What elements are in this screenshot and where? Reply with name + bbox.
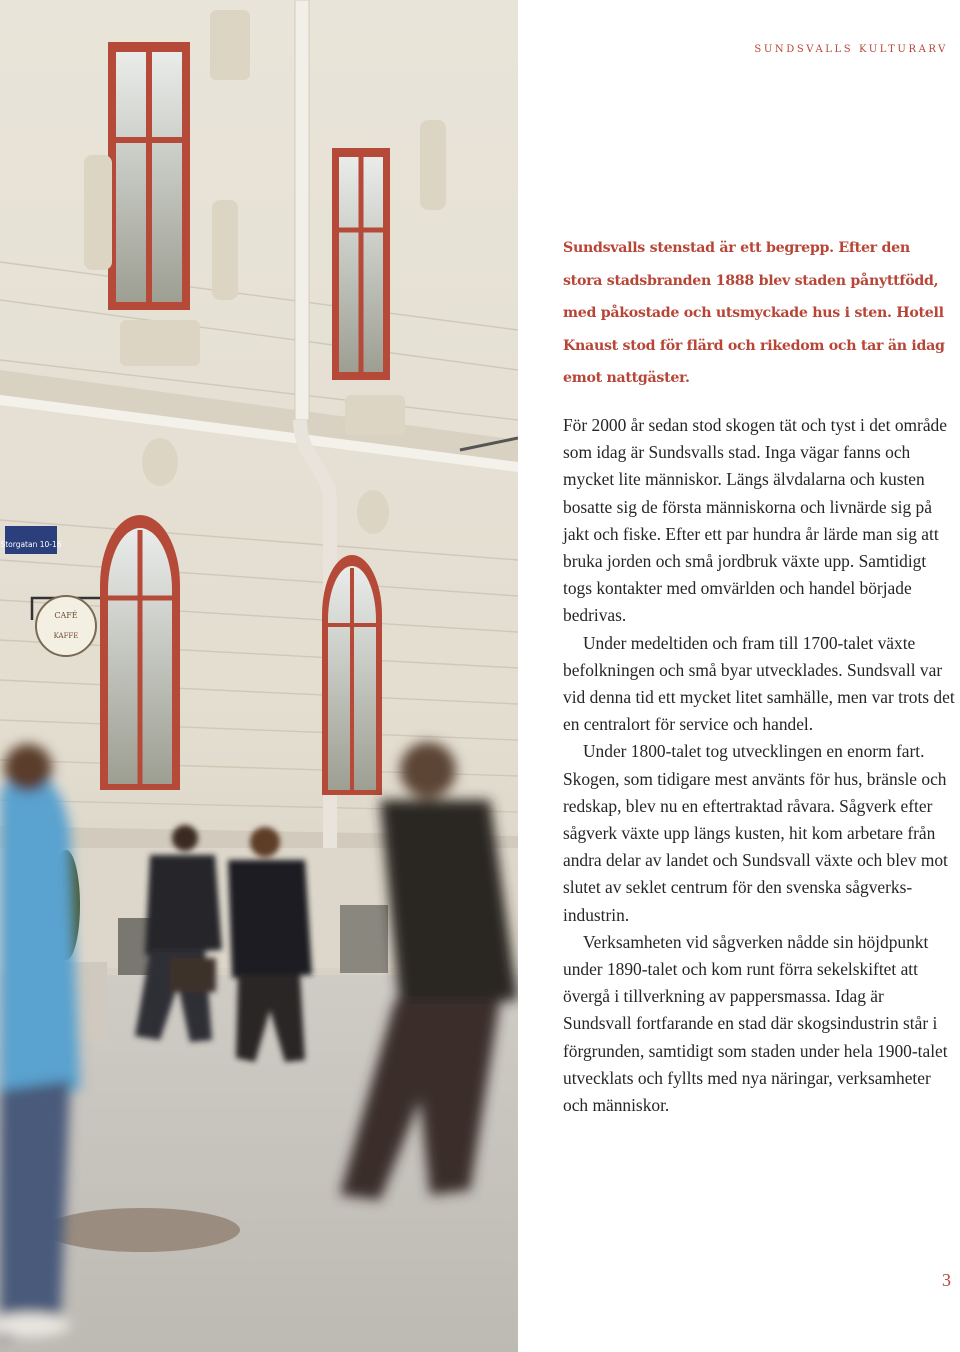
street-sign — [0, 526, 61, 554]
arched-window-left — [100, 515, 180, 790]
body-paragraph-2: Under medeltiden och fram till 1700-talet växte befolkningen och små byar utvecklades. Sundsvall var vid denna tid ett mycket litet samhälle, men var trots det en centralort för service och handel. — [563, 632, 955, 735]
cafe-sign-bottom: KAFFE — [53, 632, 79, 640]
arched-window-right — [322, 555, 382, 795]
body-text — [563, 412, 955, 1119]
body-paragraph-1: För 2000 år sedan stod skogen tät och tyst i det område som idag är Sundsvalls stad. Inga vägar fanns och mycket lite människor. Längs älvdalarna och kusten bosatte sig de första människorna och livnärde sig på jakt och fiske. Efter ett par hundra år lärde man sig att bruka jorden och små jordbruk växte upp. Samtidigt togs kontakter med omvärlden och handel började bedrivas. — [563, 415, 947, 626]
body-paragraph-3: Under 1800-talet tog utvecklingen en enorm fart. Skogen, som tidigare mest använts för hus, bränsle och redskap, blev nu en eftertraktad råvara. Sågverk efter sågverk växte upp längs kusten, hit kom arbetare från andra delar av landet och Sundsvall växte och blev mot slutet av seklet centrum för den svenska sågverksindustrin. — [563, 741, 948, 925]
page-number: 3 — [942, 1270, 951, 1290]
street-sign-text: Storgatan 10-16 — [0, 540, 62, 549]
upper-window-left — [108, 42, 190, 310]
facade-lines — [0, 262, 518, 812]
cafe-sign-top: CAFÉ — [54, 611, 78, 620]
intro-paragraph: Sundsvalls stenstad är ett begrepp. Efter den stora stadsbranden 1888 blev staden pånyttfödd, med påkostade och utsmyckade hus i sten. Hotell Knaust stod för flärd och rikedom och tar än idag emot nattgäster. — [563, 240, 945, 386]
body-paragraph-4: Verksamheten vid sågverken nådde sin höjdpunkt under 1890-talet och kom runt förra sekelskiftet att övergå i tillverkning av pappersmassa. Idag är Sundsvall fortfarande en stad där skogsindustrin står i förgrunden, samtidigt som staden under hela 1900-talet utvecklats och fyllts med nya näringar, verksamheter och människor. — [563, 931, 948, 1116]
upper-window-right — [332, 148, 390, 380]
section-header: SUNDSVALLS KULTURARV — [754, 44, 948, 55]
